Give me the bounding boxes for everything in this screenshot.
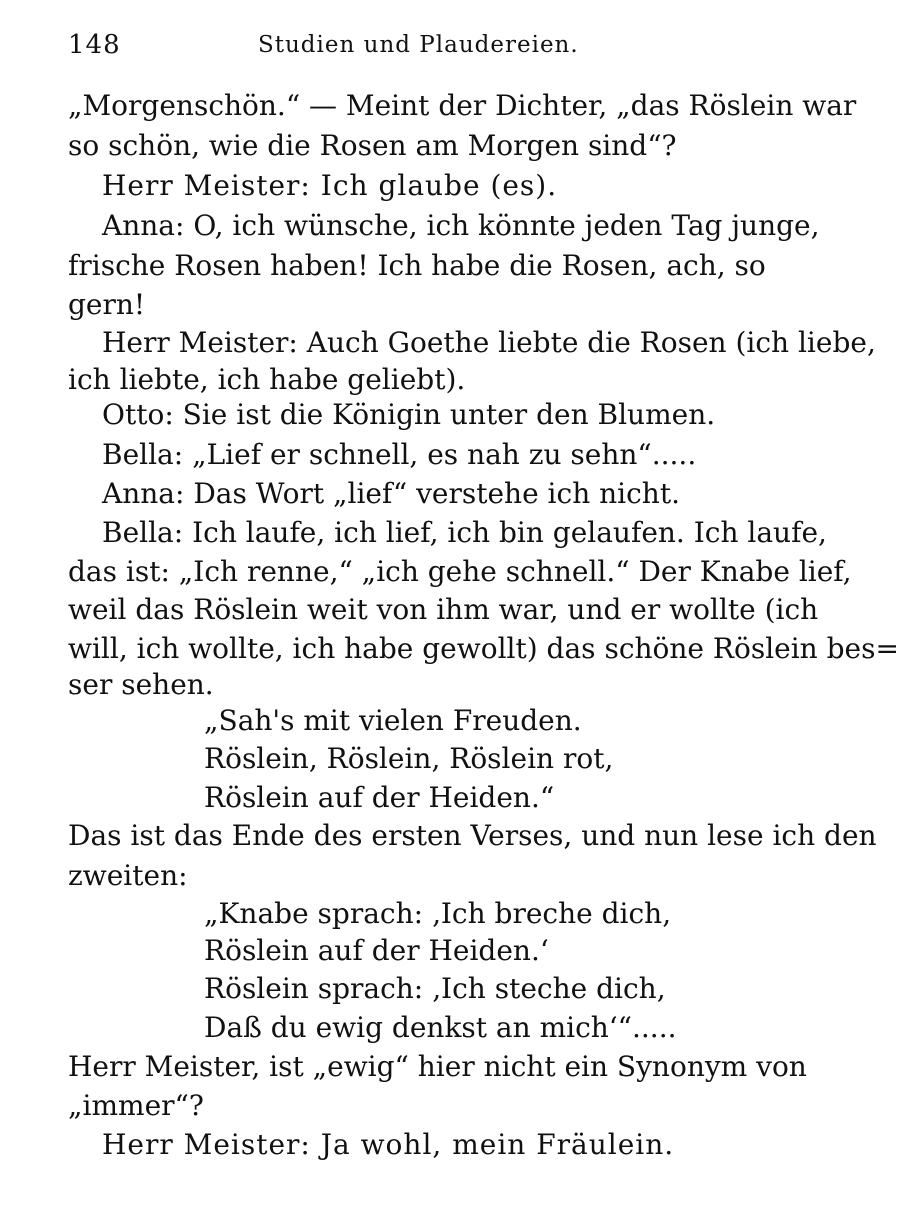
text-line: Herr Meister: Auch Goethe liebte die Rosen (ich liebe,	[102, 326, 876, 359]
page-number: 148	[68, 30, 121, 60]
text-line: ser sehen.	[68, 668, 214, 701]
verse-line: Röslein sprach: ‚Ich steche dich,	[204, 972, 666, 1005]
text-line: Das ist das Ende des ersten Verses, und nun lese ich den	[68, 819, 877, 852]
verse-line: Röslein auf der Heiden.“	[204, 781, 555, 814]
text-line: das ist: „Ich renne,“ „ich gehe schnell.“ Der Knabe lief,	[68, 555, 852, 588]
verse-line: Röslein, Röslein, Röslein rot,	[204, 742, 614, 775]
text-line: Herr Meister: Ich glaube (es).	[102, 169, 558, 202]
page-header	[68, 30, 728, 70]
text-line: Anna: O, ich wünsche, ich könnte jeden Tag junge,	[102, 209, 820, 242]
text-line: Bella: „Lief er schnell, es nah zu sehn“.....	[102, 438, 697, 471]
text-line: frische Rosen haben! Ich habe die Rosen, ach, so	[68, 249, 766, 282]
verse-line: Röslein auf der Heiden.‘	[204, 934, 549, 967]
text-line: „Morgenschön.“ — Meint der Dichter, „das Röslein war	[68, 89, 857, 122]
verse-line: „Sah's mit vielen Freuden.	[204, 704, 582, 737]
verse-line: Daß du ewig denkst an mich‘“.....	[204, 1011, 677, 1044]
text-line: gern!	[68, 288, 146, 321]
text-line: will, ich wollte, ich habe gewollt) das schöne Röslein bes=	[68, 632, 899, 665]
text-line: Herr Meister, ist „ewig“ hier nicht ein Synonym von	[68, 1050, 807, 1083]
text-line: Otto: Sie ist die Königin unter den Blumen.	[102, 398, 716, 431]
text-line: Bella: Ich laufe, ich lief, ich bin gelaufen. Ich laufe,	[102, 516, 827, 549]
text-line: zweiten:	[68, 859, 188, 892]
text-line: weil das Röslein weit von ihm war, und er wollte (ich	[68, 593, 819, 626]
text-line: Herr Meister: Ja wohl, mein Fräulein.	[102, 1128, 675, 1161]
text-line: „immer“?	[68, 1089, 204, 1122]
verse-line: „Knabe sprach: ‚Ich breche dich,	[204, 897, 672, 930]
text-line: Anna: Das Wort „lief“ verstehe ich nicht.	[102, 477, 680, 510]
running-title: Studien und Plaudereien.	[258, 32, 579, 58]
text-line: so schön, wie die Rosen am Morgen sind“?	[68, 129, 677, 162]
text-line: ich liebte, ich habe geliebt).	[68, 363, 466, 396]
